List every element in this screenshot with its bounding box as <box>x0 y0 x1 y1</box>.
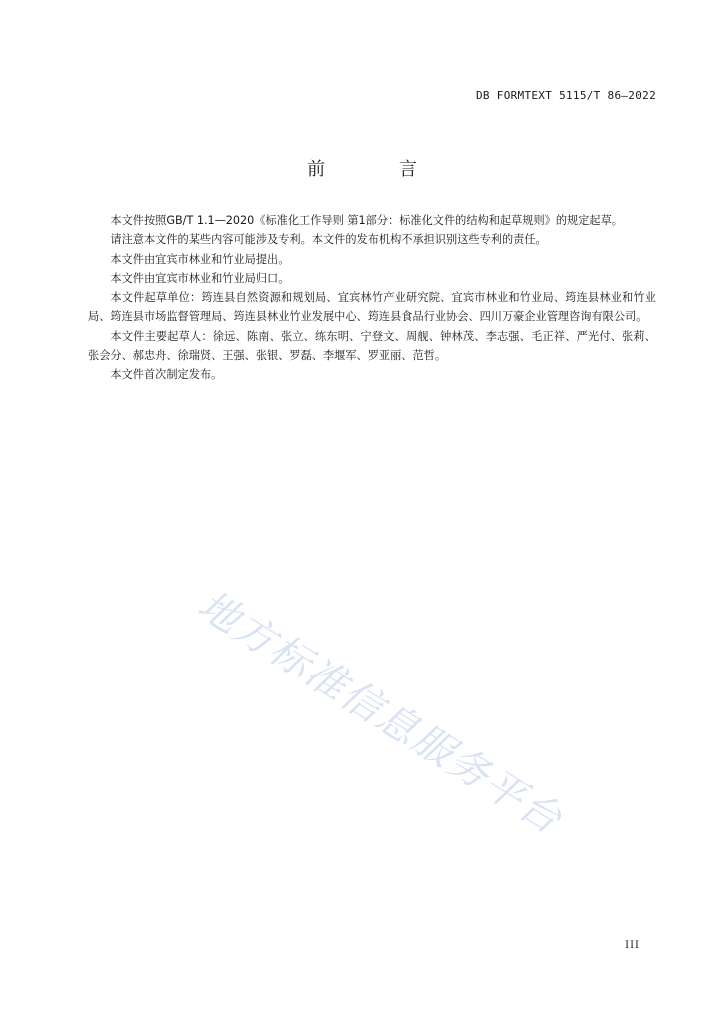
paragraph-drafting-units: 本文件起草单位：筠连县自然资源和规划局、宜宾林竹产业研究院、宜宾市林业和竹业局、筠连县林业和竹业局、筠连县市场监督管理局、筠连县林业竹业发展中心、筠连县食品行业协会、四川万豪企业管理咨询有限公司。 <box>88 291 656 324</box>
paragraph-drafting-rules: 本文件按照GB/T 1.1—2020《标准化工作导则 第1部分：标准化文件的结构和起草规则》的规定起草。 <box>110 214 623 227</box>
preface-body <box>88 211 656 385</box>
page-title: 前 言 <box>307 159 451 180</box>
document-code-header: DB FORMTEXT 5115/T 86—2022 <box>476 89 656 102</box>
paragraph-first-release: 本文件首次制定发布。 <box>110 368 223 382</box>
paragraph-proposed-by: 本文件由宜宾市林业和竹业局提出。 <box>110 252 290 266</box>
watermark: 地方标准信息服务平台 <box>189 582 571 844</box>
paragraph-patent-notice: 请注意本文件的某些内容可能涉及专利。本文件的发布机构不承担识别这些专利的责任。 <box>110 233 547 247</box>
paragraph-centralized-by: 本文件由宜宾市林业和竹业局归口。 <box>110 271 290 285</box>
paragraph-drafters: 本文件主要起草人：徐远、陈南、张立、练东明、宁登文、周舰、钟林茂、李志强、毛正祥、严光付、张莉、张会分、郝忠舟、徐瑞贤、王强、张银、罗磊、李堰军、罗亚丽、范哲。 <box>88 329 656 363</box>
page-number: III <box>625 940 640 951</box>
